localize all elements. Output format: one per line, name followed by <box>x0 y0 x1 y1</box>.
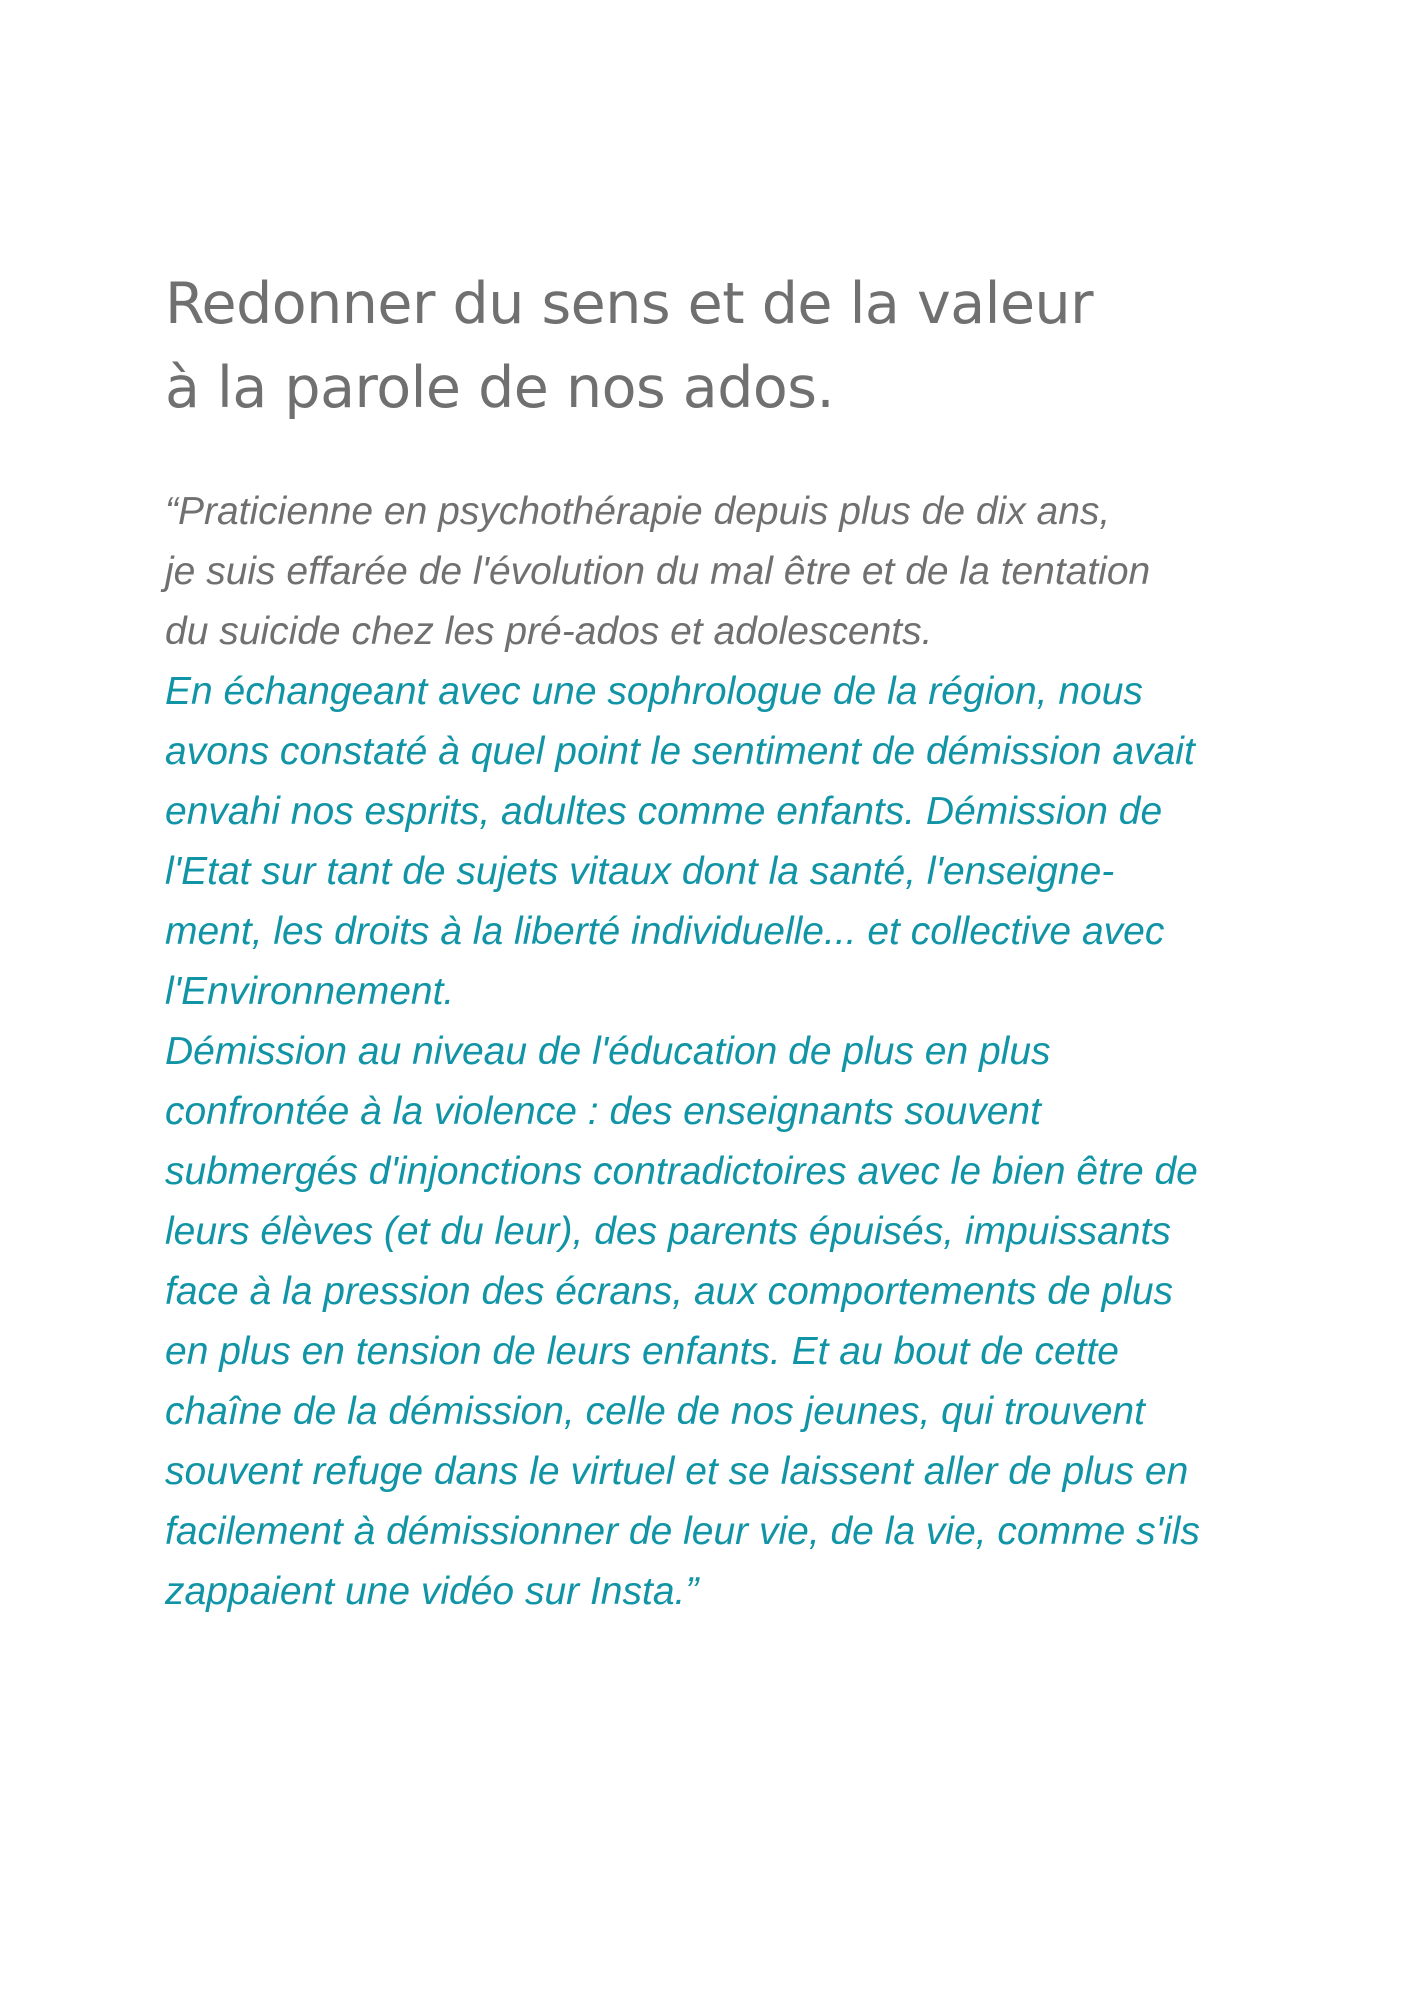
quote-body-line: zappaient une vidéo sur Insta.” <box>165 1570 699 1613</box>
quote-intro-line: je suis effarée de l'évolution du mal être et de la tentation <box>165 550 1151 593</box>
quote-body-line: chaîne de la démission, celle de nos jeunes, qui trouvent <box>165 1390 1145 1433</box>
quote-body-line: submergés d'injonctions contradictoires avec le bien être de <box>165 1150 1198 1193</box>
quote-intro-line: “Praticienne en psychothérapie depuis plus de dix ans, <box>165 490 1111 533</box>
quote-body-line: face à la pression des écrans, aux comportements de plus <box>165 1270 1174 1313</box>
quote-body-line: leurs élèves (et du leur), des parents épuisés, impuissants <box>165 1210 1171 1253</box>
quote-body-line: confrontée à la violence : des enseignants souvent <box>165 1090 1041 1133</box>
quote-body-line: ment, les droits à la liberté individuelle... et collective avec <box>165 910 1165 953</box>
quote-body-line: facilement à démissionner de leur vie, de la vie, comme s'ils <box>165 1510 1200 1553</box>
page-title <box>165 262 1315 430</box>
quote-body-line: envahi nos esprits, adultes comme enfants. Démission de <box>165 790 1163 833</box>
quote-body-line: En échangeant avec une sophrologue de la région, nous <box>165 670 1143 713</box>
testimonial-quote <box>165 482 1315 1622</box>
quote-body-line: l'Environnement. <box>165 970 455 1013</box>
title-line: Redonner du sens et de la valeur <box>165 271 1094 337</box>
quote-body-line: en plus en tension de leurs enfants. Et au bout de cette <box>165 1330 1119 1373</box>
quote-body-line: l'Etat sur tant de sujets vitaux dont la santé, l'enseigne- <box>165 850 1115 893</box>
quote-intro-line: du suicide chez les pré-ados et adolescents. <box>165 610 933 653</box>
quote-body-line: souvent refuge dans le virtuel et se laissent aller de plus en <box>165 1450 1189 1493</box>
title-line: à la parole de nos ados. <box>165 355 835 421</box>
quote-body-line: Démission au niveau de l'éducation de plus en plus <box>165 1030 1051 1073</box>
quote-body-line: avons constaté à quel point le sentiment de démission avait <box>165 730 1195 773</box>
